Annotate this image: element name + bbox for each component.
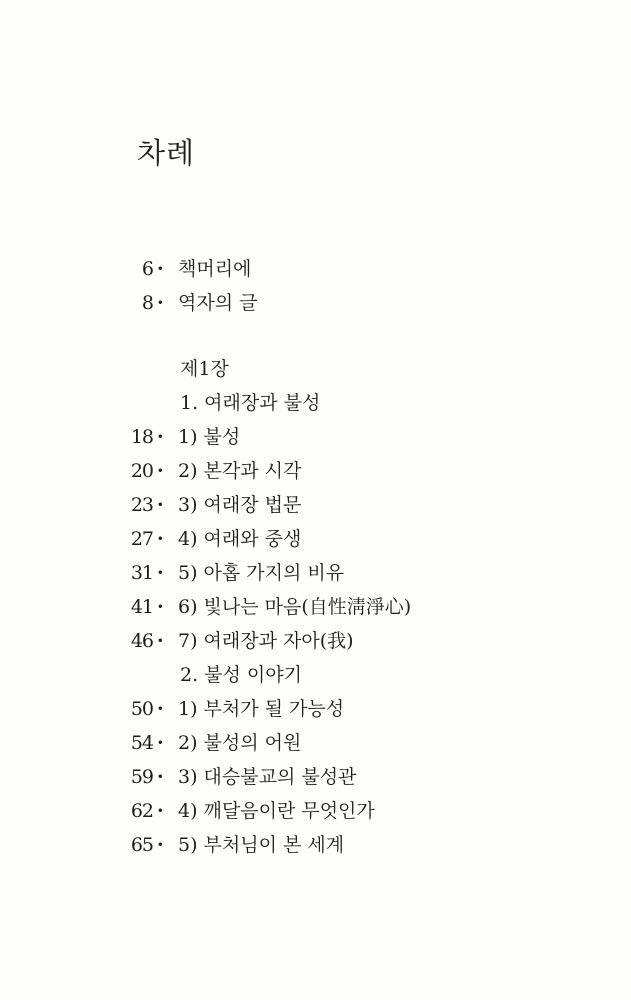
entry-title: 책머리에 — [178, 258, 252, 280]
separator-dot: · — [157, 732, 164, 754]
page-number: 50 — [130, 698, 153, 720]
separator-dot: · — [157, 258, 164, 280]
toc-entry — [0, 522, 631, 556]
toc-entry — [0, 454, 631, 488]
toc-entry — [0, 828, 631, 862]
separator-dot: · — [157, 494, 164, 516]
separator-dot: · — [157, 834, 164, 856]
toc-entry — [0, 252, 631, 286]
entry-title: 3) 여래장 법문 — [178, 494, 302, 516]
chapter-heading — [0, 352, 631, 386]
separator-dot: · — [157, 460, 164, 482]
page-number: 20 — [130, 460, 153, 482]
page-number: 54 — [130, 732, 153, 754]
section-heading — [0, 386, 631, 420]
toc-entry — [0, 420, 631, 454]
entry-title: 역자의 글 — [178, 292, 258, 314]
toc-entry — [0, 760, 631, 794]
table-of-contents — [0, 252, 631, 862]
page-number: 8 — [141, 292, 153, 314]
page-number: 59 — [130, 766, 153, 788]
separator-dot: · — [157, 528, 164, 550]
page-number: 65 — [130, 834, 153, 856]
entry-title: 6) 빛나는 마음(自性淸淨心) — [178, 596, 412, 618]
page-number: 18 — [130, 426, 153, 448]
page-title: 차례 — [137, 136, 196, 171]
section-title: 1. 여래장과 불성 — [180, 392, 321, 414]
separator-dot: · — [157, 800, 164, 822]
page-number: 41 — [130, 596, 153, 618]
section-title: 2. 불성 이야기 — [180, 664, 302, 686]
toc-entry — [0, 286, 631, 320]
toc-entry — [0, 794, 631, 828]
entry-title: 5) 부처님이 본 세계 — [178, 834, 345, 856]
separator-dot: · — [157, 562, 164, 584]
page-number: 6 — [141, 258, 153, 280]
toc-entry — [0, 590, 631, 624]
toc-entry — [0, 556, 631, 590]
page-number: 23 — [130, 494, 153, 516]
entry-title: 3) 대승불교의 불성관 — [178, 766, 357, 788]
entry-title: 4) 깨달음이란 무엇인가 — [178, 800, 375, 822]
separator-dot: · — [157, 596, 164, 618]
page-number: 27 — [130, 528, 153, 550]
toc-entry — [0, 488, 631, 522]
page-number: 62 — [130, 800, 153, 822]
entry-title: 4) 여래와 중생 — [178, 528, 302, 550]
entry-title: 1) 부처가 될 가능성 — [178, 698, 345, 720]
entry-title: 5) 아홉 가지의 비유 — [178, 562, 345, 584]
entry-title: 1) 불성 — [178, 426, 241, 448]
entry-title: 2) 본각과 시각 — [178, 460, 302, 482]
separator-dot: · — [157, 698, 164, 720]
toc-entry — [0, 726, 631, 760]
separator-dot: · — [157, 766, 164, 788]
separator-dot: · — [157, 630, 164, 652]
page-number: 31 — [130, 562, 153, 584]
toc-entry — [0, 692, 631, 726]
page-number: 46 — [130, 630, 153, 652]
separator-dot: · — [157, 426, 164, 448]
entry-title: 2) 불성의 어원 — [178, 732, 302, 754]
separator-dot: · — [157, 292, 164, 314]
entry-title: 7) 여래장과 자아(我) — [178, 630, 354, 652]
section-heading — [0, 658, 631, 692]
chapter-title: 제1장 — [180, 358, 229, 380]
toc-entry — [0, 624, 631, 658]
